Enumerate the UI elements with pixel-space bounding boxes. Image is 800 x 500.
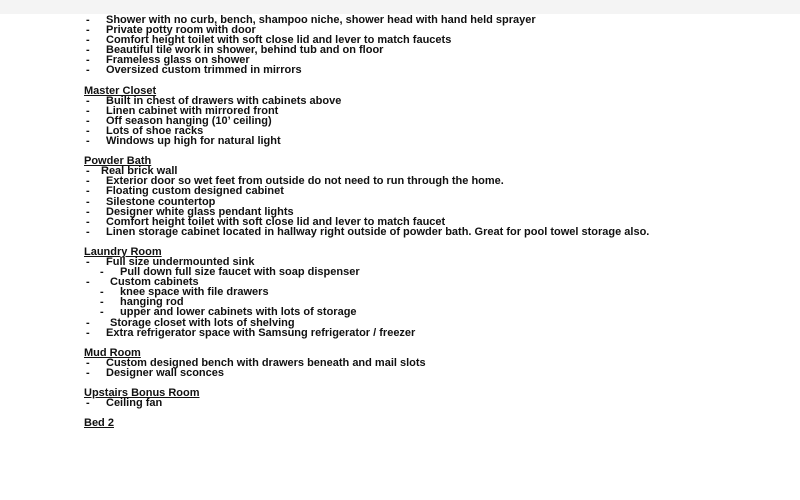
section-heading-powder-bath: Powder Bath — [84, 155, 152, 168]
list-mud-room — [84, 358, 784, 378]
list-item: - Designer wall sconces — [86, 366, 224, 379]
bullet-dash: - — [86, 124, 90, 137]
list-item: - Real brick wall — [86, 165, 178, 178]
bullet-dash: - — [86, 397, 90, 410]
bullet-dash: - — [100, 286, 104, 299]
list-item: - Oversized custom trimmed in mirrors — [86, 64, 302, 77]
top-bar — [0, 0, 800, 14]
list-laundry-room — [84, 257, 784, 338]
list-item: - Pull down full size faucet with soap dispenser — [100, 266, 360, 279]
bullet-dash: - — [86, 165, 90, 178]
list-item: - Frameless glass on shower — [86, 54, 250, 67]
bullet-dash: - — [86, 316, 90, 329]
list-item: - Extra refrigerator space with Samsung refrigerator / freezer — [86, 326, 416, 339]
list-item: - knee space with file drawers — [100, 286, 269, 299]
list-item: - Designer white glass pendant lights — [86, 205, 294, 218]
list-item: - Silestone countertop — [86, 195, 216, 208]
bullet-dash: - — [86, 195, 90, 208]
document-page — [84, 15, 784, 428]
bullet-dash: - — [86, 215, 90, 228]
list-item: - Ceiling fan — [86, 397, 163, 410]
bullet-dash: - — [86, 104, 90, 117]
bullet-dash: - — [100, 306, 104, 319]
bullet-dash: - — [86, 135, 90, 148]
section-heading-master-closet: Master Closet — [84, 84, 157, 97]
list-item: - Exterior door so wet feet from outside do not need to run through the home. — [86, 175, 504, 188]
bullet-dash: - — [86, 64, 90, 77]
bullet-dash: - — [86, 356, 90, 369]
bullet-dash: - — [86, 366, 90, 379]
list-item: - Floating custom designed cabinet — [86, 185, 284, 198]
list-upstairs-bonus-room — [84, 398, 784, 408]
bullet-dash: - — [86, 44, 90, 57]
list-item: - Comfort height toilet with soft close lid and lever to match faucet — [86, 215, 446, 228]
bullet-dash: - — [86, 175, 90, 188]
bullet-dash: - — [86, 14, 90, 26]
list-item: - Private potty room with door — [86, 24, 256, 37]
bullet-dash: - — [86, 54, 90, 67]
list-item: - Shower with no curb, bench, shampoo niche, shower head with hand held sprayer — [86, 14, 536, 26]
list-item: - Custom cabinets — [86, 276, 199, 289]
list-powder-bath — [84, 166, 784, 237]
bullet-dash: - — [86, 326, 90, 339]
list-item: - Beautiful tile work in shower, behind tub and on floor — [86, 44, 384, 57]
bullet-dash: - — [86, 185, 90, 198]
bullet-dash: - — [86, 24, 90, 37]
list-master-closet — [84, 96, 784, 146]
bullet-dash: - — [86, 205, 90, 218]
bullet-dash: - — [86, 34, 90, 47]
bullet-dash: - — [86, 94, 90, 107]
list-item: - Windows up high for natural light — [86, 135, 281, 148]
list-item: - Full size undermounted sink — [86, 255, 255, 268]
bullet-dash: - — [86, 276, 90, 289]
list-item: - Built in chest of drawers with cabinets above — [86, 94, 342, 107]
bullet-dash: - — [86, 225, 90, 238]
list-item: - Off season hanging (10’ ceiling) — [86, 114, 272, 127]
list-item: - Comfort height toilet with soft close lid and lever to match faucets — [86, 34, 452, 47]
list-intro — [84, 15, 784, 76]
bullet-dash: - — [100, 266, 104, 279]
section-heading-bed-2: Bed 2 — [84, 417, 114, 430]
list-item: - Linen cabinet with mirrored front — [86, 104, 279, 117]
list-item: - Storage closet with lots of shelving — [86, 316, 295, 329]
list-item: - upper and lower cabinets with lots of storage — [100, 306, 357, 319]
section-heading-mud-room: Mud Room — [84, 346, 141, 359]
bullet-dash: - — [100, 296, 104, 309]
list-item: - Linen storage cabinet located in hallway right outside of powder bath. Great for pool towel storage also. — [86, 225, 650, 238]
section-heading-upstairs-bonus-room: Upstairs Bonus Room — [84, 387, 200, 399]
bullet-dash: - — [86, 114, 90, 127]
section-heading-laundry-room: Laundry Room — [84, 245, 162, 258]
list-item: - Lots of shoe racks — [86, 124, 204, 137]
bullet-dash: - — [86, 255, 90, 268]
list-item: - Custom designed bench with drawers beneath and mail slots — [86, 356, 426, 369]
list-item: - hanging rod — [100, 296, 184, 309]
